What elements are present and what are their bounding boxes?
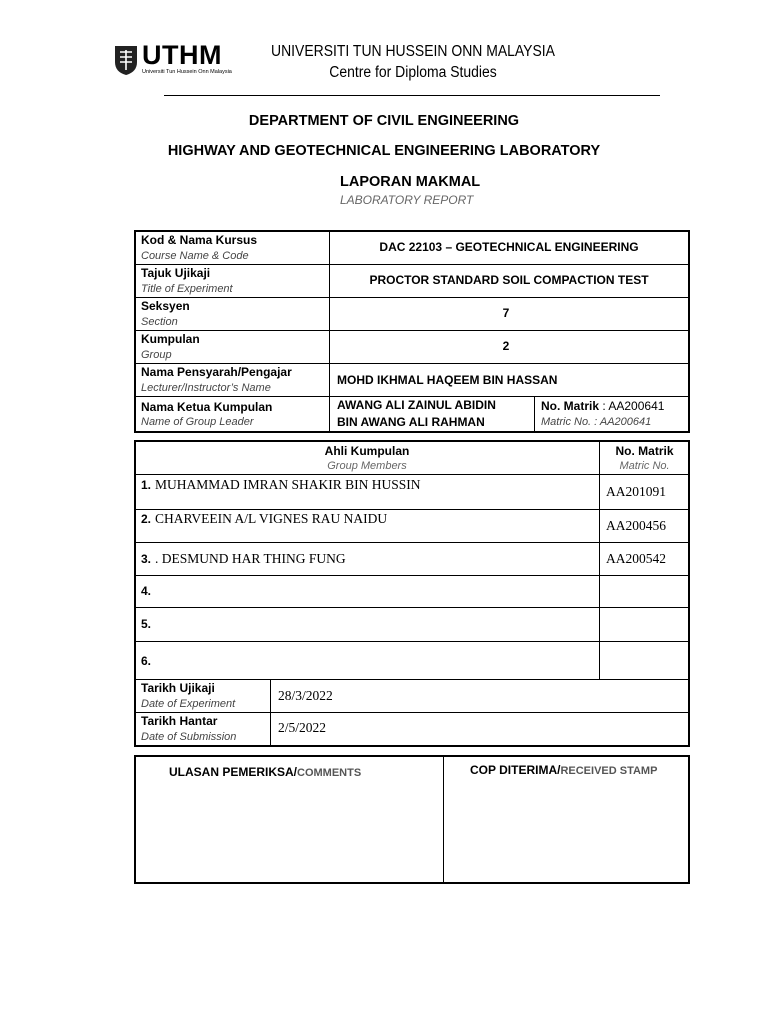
- logo-tagline: Universiti Tun Hussein Onn Malaysia: [142, 69, 232, 75]
- info-row-line: [135, 363, 689, 364]
- report-title-my: LAPORAN MAKMAL: [340, 174, 481, 190]
- member-3-matric: AA200542: [606, 551, 666, 566]
- members-row-line: [135, 607, 689, 608]
- comments-label: ULASAN PEMERIKSA/: [169, 765, 298, 779]
- date-experiment-sublabel: Date of Experiment: [141, 698, 236, 710]
- stamp-heading: [470, 763, 657, 779]
- members-header-sublabel: Group Members: [327, 460, 407, 472]
- matric-header-label: No. Matrik: [615, 444, 674, 458]
- lecturer-sublabel: Lecturer/Instructor’s Name: [141, 382, 271, 394]
- experiment-title-sublabel: Title of Experiment: [141, 283, 233, 295]
- uthm-logo: [113, 40, 232, 80]
- members-header-label: Ahli Kumpulan: [324, 444, 410, 458]
- lecturer-label: Nama Pensyarah/Pengajar: [141, 365, 292, 379]
- members-row-line: [135, 712, 689, 713]
- members-divider: [599, 441, 600, 679]
- comments-heading: [169, 765, 361, 781]
- member-6-number: 6.: [141, 654, 152, 668]
- date-submission-value: 2/5/2022: [278, 720, 327, 735]
- experiment-title-value: PROCTOR STANDARD SOIL COMPACTION TEST: [369, 273, 649, 287]
- university-name: UNIVERSITI TUN HUSSEIN ONN MALAYSIA: [271, 43, 555, 60]
- section-sublabel: Section: [141, 316, 178, 328]
- section-value: 7: [502, 306, 510, 320]
- centre-name: Centre for Diploma Studies: [329, 64, 497, 81]
- matric-header-sublabel: Matric No.: [619, 460, 670, 472]
- date-submission-label: Tarikh Hantar: [141, 714, 218, 728]
- footer-divider: [443, 756, 444, 883]
- logo-wordmark: UTHM: [142, 40, 222, 70]
- matric-divider: [534, 396, 535, 432]
- info-row-line: [135, 330, 689, 331]
- group-leader-name-line2: BIN AWANG ALI RAHMAN: [337, 415, 485, 429]
- experiment-title-label: Tajuk Ujikaji: [141, 266, 211, 280]
- member-1-matric: AA201091: [606, 484, 666, 499]
- course-value: DAC 22103 – GEOTECHNICAL ENGINEERING: [379, 240, 639, 254]
- course-label: Kod & Nama Kursus: [141, 233, 258, 247]
- section-label: Seksyen: [141, 299, 190, 313]
- members-row-line: [135, 641, 689, 642]
- group-leader-name-line1: AWANG ALI ZAINUL ABIDIN: [337, 398, 496, 412]
- date-submission-sublabel: Date of Submission: [141, 731, 237, 743]
- member-2-number: 2.: [141, 512, 152, 526]
- date-experiment-value: 28/3/2022: [278, 688, 333, 703]
- info-row-line: [135, 297, 689, 298]
- member-5-number: 5.: [141, 617, 152, 631]
- comments-label-en: COMMENTS: [297, 767, 362, 779]
- members-row-line: [135, 509, 689, 510]
- leader-matric-separator: :: [599, 399, 609, 413]
- lecturer-value: MOHD IKHMAL HAQEEM BIN HASSAN: [337, 373, 558, 387]
- laboratory-title: HIGHWAY AND GEOTECHNICAL ENGINEERING LABORATORY: [167, 143, 601, 159]
- department-title: DEPARTMENT OF CIVIL ENGINEERING: [248, 113, 520, 129]
- uthm-shield-icon: [113, 44, 139, 76]
- group-value: 2: [502, 339, 510, 353]
- member-4-number: 4.: [141, 584, 152, 598]
- info-table-divider: [329, 231, 330, 432]
- group-sublabel: Group: [141, 349, 172, 361]
- member-1-name: MUHAMMAD IMRAN SHAKIR BIN HUSSIN: [155, 477, 421, 492]
- stamp-label: COP DITERIMA/: [470, 763, 561, 777]
- header-rule: [164, 95, 660, 96]
- members-row-line: [135, 474, 689, 475]
- leader-matric-value: AA200641: [608, 399, 665, 413]
- report-title-en: LABORATORY REPORT: [340, 193, 474, 207]
- member-2-matric: AA200456: [606, 518, 666, 533]
- date-divider: [270, 679, 271, 746]
- course-sublabel: Course Name & Code: [141, 250, 249, 262]
- member-3-name: . DESMUND HAR THING FUNG: [155, 551, 346, 566]
- leader-matric: [541, 399, 664, 414]
- members-row-line: [135, 679, 689, 680]
- leader-matric-sublabel: Matric No. : AA200641: [541, 416, 652, 428]
- info-row-line: [135, 264, 689, 265]
- group-leader-label: Nama Ketua Kumpulan: [141, 400, 273, 414]
- member-2-name: CHARVEEIN A/L VIGNES RAU NAIDU: [155, 511, 388, 526]
- stamp-label-en: RECEIVED STAMP: [560, 765, 658, 777]
- member-1-number: 1.: [141, 478, 152, 492]
- members-row-line: [135, 575, 689, 576]
- member-3-number: 3.: [141, 552, 152, 566]
- leader-matric-label: No. Matrik: [541, 399, 600, 413]
- date-experiment-label: Tarikh Ujikaji: [141, 681, 215, 695]
- group-leader-sublabel: Name of Group Leader: [141, 416, 254, 428]
- group-label: Kumpulan: [141, 332, 200, 346]
- members-row-line: [135, 542, 689, 543]
- info-row-line: [135, 396, 689, 397]
